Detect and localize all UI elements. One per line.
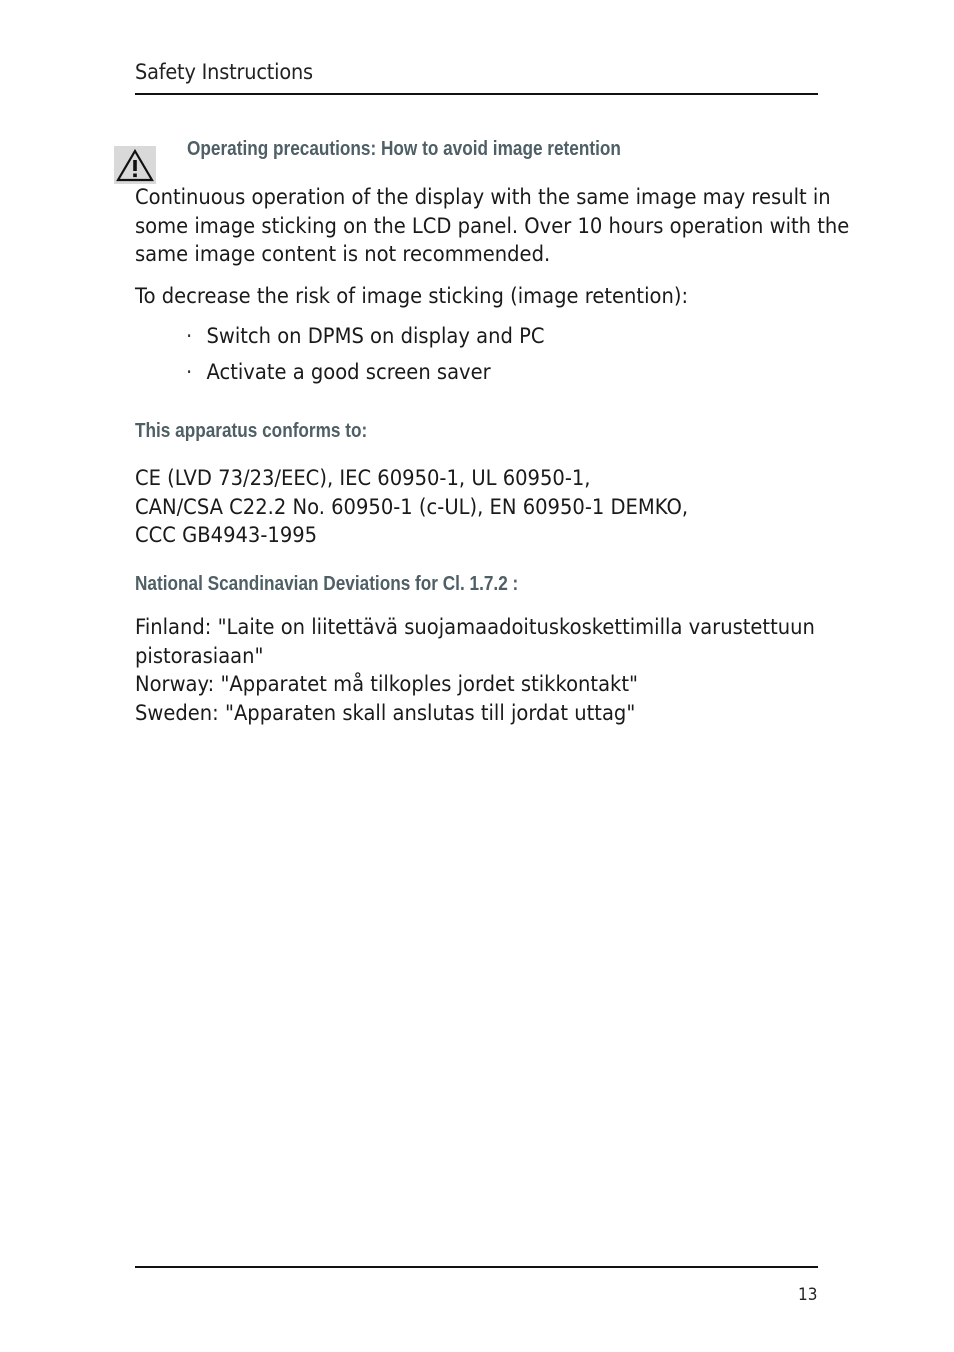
scandinavian-line: Finland: "Laite on liitettävä suojamaadoituskoskettimilla varustettuun — [135, 615, 815, 639]
warning-paragraph — [135, 183, 850, 269]
scandinavian-line: Norway: "Apparatet må tilkoples jordet stikkontakt" — [135, 672, 639, 696]
paragraph-line: same image content is not recommended. — [135, 242, 551, 266]
list-item — [186, 358, 491, 386]
list-item — [186, 322, 545, 350]
header-rule — [135, 93, 818, 95]
header-title: Safety Instructions — [135, 60, 313, 84]
conformity-heading: This apparatus conforms to: — [135, 420, 368, 442]
list-item-text: Activate a good screen saver — [206, 360, 491, 384]
scandinavian-line: Sweden: "Apparaten skall anslutas till jordat uttag" — [135, 700, 636, 725]
warning-intro: To decrease the risk of image sticking (image retention): — [135, 284, 689, 308]
paragraph-line: some image sticking on the LCD panel. Over 10 hours operation with the — [135, 213, 850, 238]
conformity-line: CE (LVD 73/23/EEC), IEC 60950-1, UL 60950-1, — [135, 466, 591, 490]
bullet-dot: · — [186, 324, 193, 348]
conformity-line: CAN/CSA C22.2 No. 60950-1 (c-UL), EN 60950-1 DEMKO, — [135, 494, 689, 519]
bullet-dot: · — [186, 360, 193, 384]
list-item-text: Switch on DPMS on display and PC — [206, 324, 545, 348]
scandinavian-text — [135, 613, 815, 727]
scandinavian-heading: National Scandinavian Deviations for Cl. 1.7.2 : — [135, 573, 519, 595]
warning-triangle-icon — [114, 146, 156, 184]
paragraph-line: Continuous operation of the display with the same image may result in — [135, 185, 831, 209]
page-number: 13 — [798, 1285, 818, 1305]
footer-rule — [135, 1266, 818, 1268]
conformity-line: CCC GB4943-1995 — [135, 523, 318, 547]
scandinavian-line: pistorasiaan" — [135, 643, 264, 668]
warning-heading: Operating precautions: How to avoid image retention — [187, 138, 621, 160]
conformity-list — [135, 464, 786, 550]
